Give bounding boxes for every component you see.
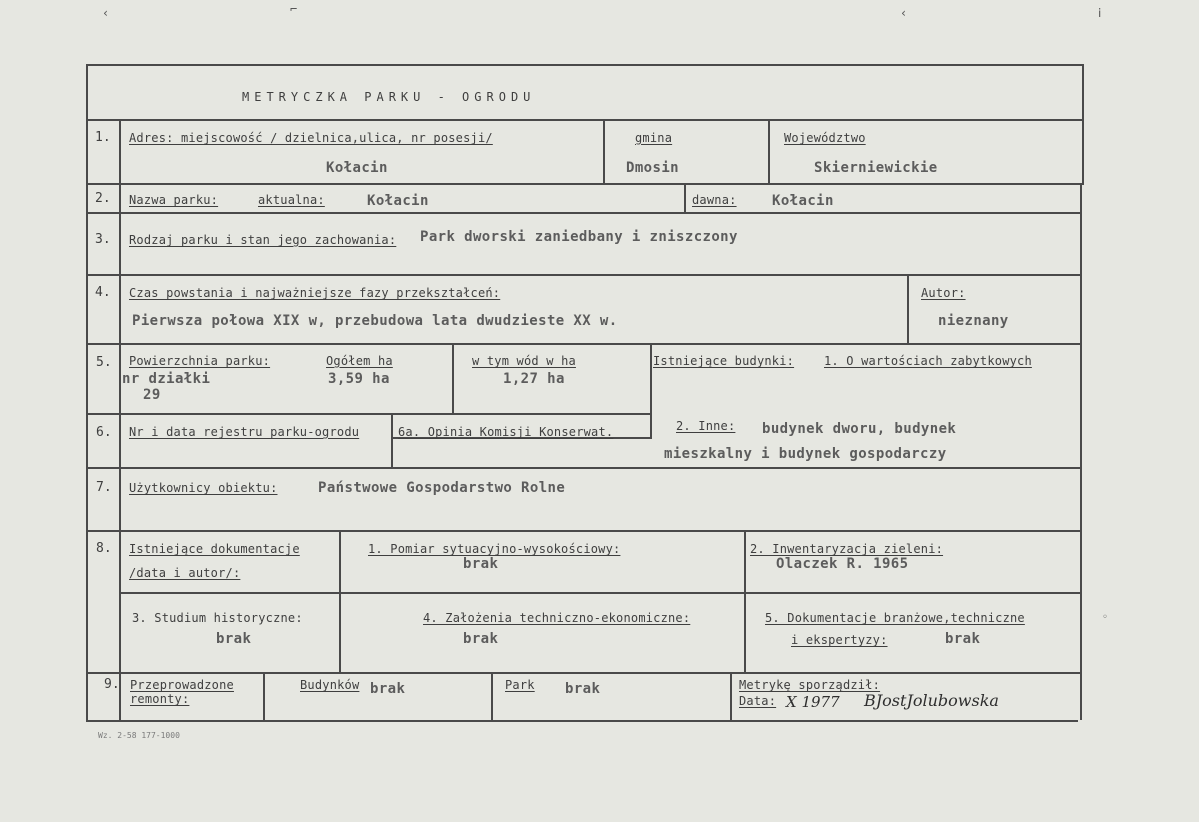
address-value: Kołacin bbox=[326, 160, 388, 176]
row-number: 3. bbox=[95, 232, 111, 247]
form-border-bottom bbox=[86, 720, 1078, 722]
other-buildings-value-2: mieszkalny i budynek gospodarczy bbox=[664, 446, 947, 462]
row-divider bbox=[86, 343, 1082, 345]
col-divider bbox=[339, 531, 341, 673]
row-number: 2. bbox=[95, 191, 111, 206]
park-type-value: Park dworski zaniedbany i zniszczony bbox=[420, 229, 738, 245]
current-name-value: Kołacin bbox=[367, 193, 429, 209]
voivodeship-label: Województwo bbox=[784, 131, 866, 145]
row-divider bbox=[86, 119, 1084, 121]
survey-value: brak bbox=[463, 556, 499, 572]
col-divider bbox=[452, 344, 454, 414]
corner-mark: ⅰ bbox=[1098, 6, 1102, 20]
greenery-inventory-value: Olaczek R. 1965 bbox=[776, 556, 909, 572]
total-area-label: Ogółem ha bbox=[326, 354, 393, 368]
col-divider bbox=[768, 120, 770, 184]
branch-docs-label: 5. Dokumentacje branżowe,techniczne bbox=[765, 611, 1025, 625]
col-divider bbox=[684, 184, 686, 213]
plot-label: nr działki bbox=[122, 371, 211, 387]
history-label: Czas powstania i najważniejsze fazy przekształceń: bbox=[129, 286, 501, 300]
print-code: Wz. 2-58 177-1000 bbox=[98, 731, 180, 740]
punch-hole: ◦ bbox=[1102, 612, 1109, 623]
col-divider bbox=[907, 275, 909, 344]
row-number: 7. bbox=[96, 480, 112, 495]
other-buildings-label: 2. Inne: bbox=[676, 419, 736, 433]
technical-assumptions-label: 4. Założenia techniczno-ekonomiczne: bbox=[423, 611, 691, 625]
row-number: 9. bbox=[104, 677, 120, 692]
row-divider bbox=[119, 592, 1080, 594]
row-divider bbox=[86, 672, 1080, 674]
address-label: Adres: miejscowość / dzielnica,ulica, nr posesji/ bbox=[129, 131, 493, 145]
row-number: 8. bbox=[96, 541, 112, 556]
row-divider bbox=[86, 274, 1082, 276]
buildings-label: Istniejące budynki: bbox=[653, 354, 795, 368]
survey-label: 1. Pomiar sytuacyjno-wysokościowy: bbox=[368, 542, 621, 556]
current-name-label: aktualna: bbox=[258, 193, 325, 207]
total-area-value: 3,59 ha bbox=[328, 371, 390, 387]
park-renovation-value: brak bbox=[565, 681, 601, 697]
form-border-top bbox=[86, 64, 1084, 66]
buildings-renovation-value: brak bbox=[370, 681, 406, 697]
voivodeship-value: Skierniewickie bbox=[814, 160, 938, 176]
historical-study-label: 3. Studium historyczne: bbox=[132, 611, 303, 625]
commission-opinion-label: 6a. Opinia Komisji Konserwat. bbox=[398, 425, 614, 439]
author-value: nieznany bbox=[938, 313, 1009, 329]
documentation-label-2: /data i autor/: bbox=[129, 566, 241, 580]
row-number: 4. bbox=[95, 285, 111, 300]
plot-value: 29 bbox=[143, 387, 161, 403]
renovations-label-2: remonty: bbox=[130, 692, 190, 706]
register-label: Nr i data rejestru parku-ogrodu bbox=[129, 425, 360, 439]
park-type-label: Rodzaj parku i stan jego zachowania: bbox=[129, 233, 397, 247]
form-border-right bbox=[1080, 185, 1082, 720]
number-column-divider bbox=[119, 120, 121, 720]
gmina-value: Dmosin bbox=[626, 160, 679, 176]
form-title: METRYCZKA PARKU - OGRODU bbox=[242, 90, 536, 104]
corner-mark: ⌐ bbox=[290, 2, 298, 16]
row-divider bbox=[86, 467, 1082, 469]
row-number: 1. bbox=[95, 130, 111, 145]
historic-buildings-label: 1. O wartościach zabytkowych bbox=[824, 354, 1032, 368]
water-area-value: 1,27 ha bbox=[503, 371, 565, 387]
documentation-label: Istniejące dokumentacje bbox=[129, 542, 300, 556]
users-label: Użytkownicy obiektu: bbox=[129, 481, 278, 495]
history-value: Pierwsza połowa XIX w, przebudowa lata dwudzieste XX w. bbox=[132, 313, 618, 329]
former-name-label: dawna: bbox=[692, 193, 737, 207]
form-border-right bbox=[1082, 64, 1084, 185]
buildings-renovation-label: Budynków bbox=[300, 678, 360, 692]
row-number: 6. bbox=[96, 425, 112, 440]
row-divider bbox=[86, 212, 1082, 214]
prepared-by-label: Metrykę sporządził: bbox=[739, 678, 881, 692]
area-label: Powierzchnia parku: bbox=[129, 354, 271, 368]
col-divider bbox=[730, 673, 732, 721]
branch-docs-value: brak bbox=[945, 631, 981, 647]
greenery-inventory-label: 2. Inwentaryzacja zieleni: bbox=[750, 542, 944, 556]
corner-mark: ‹ bbox=[900, 6, 908, 20]
author-label: Autor: bbox=[921, 286, 966, 300]
col-divider bbox=[603, 120, 605, 184]
renovations-label: Przeprowadzone bbox=[130, 678, 234, 692]
col-divider bbox=[391, 414, 393, 468]
water-area-label: w tym wód w ha bbox=[472, 354, 576, 368]
row-divider bbox=[86, 413, 652, 415]
gmina-label: gmina bbox=[635, 131, 673, 145]
date-value: X 1977 bbox=[786, 693, 840, 711]
branch-docs-label-2: i ekspertyzy: bbox=[791, 633, 888, 647]
users-value: Państwowe Gospodarstwo Rolne bbox=[318, 480, 566, 496]
park-name-label: Nazwa parku: bbox=[129, 193, 219, 207]
former-name-value: Kołacin bbox=[772, 193, 834, 209]
other-buildings-value-1: budynek dworu, budynek bbox=[762, 421, 957, 437]
corner-mark: ‹ bbox=[102, 6, 110, 20]
row-divider bbox=[86, 183, 1084, 185]
row-number: 5. bbox=[96, 355, 112, 370]
col-divider bbox=[650, 344, 652, 414]
form-border-left bbox=[86, 64, 88, 722]
park-renovation-label: Park bbox=[505, 678, 535, 692]
col-divider bbox=[263, 673, 265, 721]
col-divider bbox=[744, 531, 746, 673]
historical-study-value: brak bbox=[216, 631, 252, 647]
row-divider bbox=[86, 530, 1082, 532]
col-divider bbox=[650, 414, 652, 438]
col-divider bbox=[491, 673, 493, 721]
technical-assumptions-value: brak bbox=[463, 631, 499, 647]
date-label: Data: bbox=[739, 694, 777, 708]
signature: BJostJolubowska bbox=[864, 691, 999, 710]
